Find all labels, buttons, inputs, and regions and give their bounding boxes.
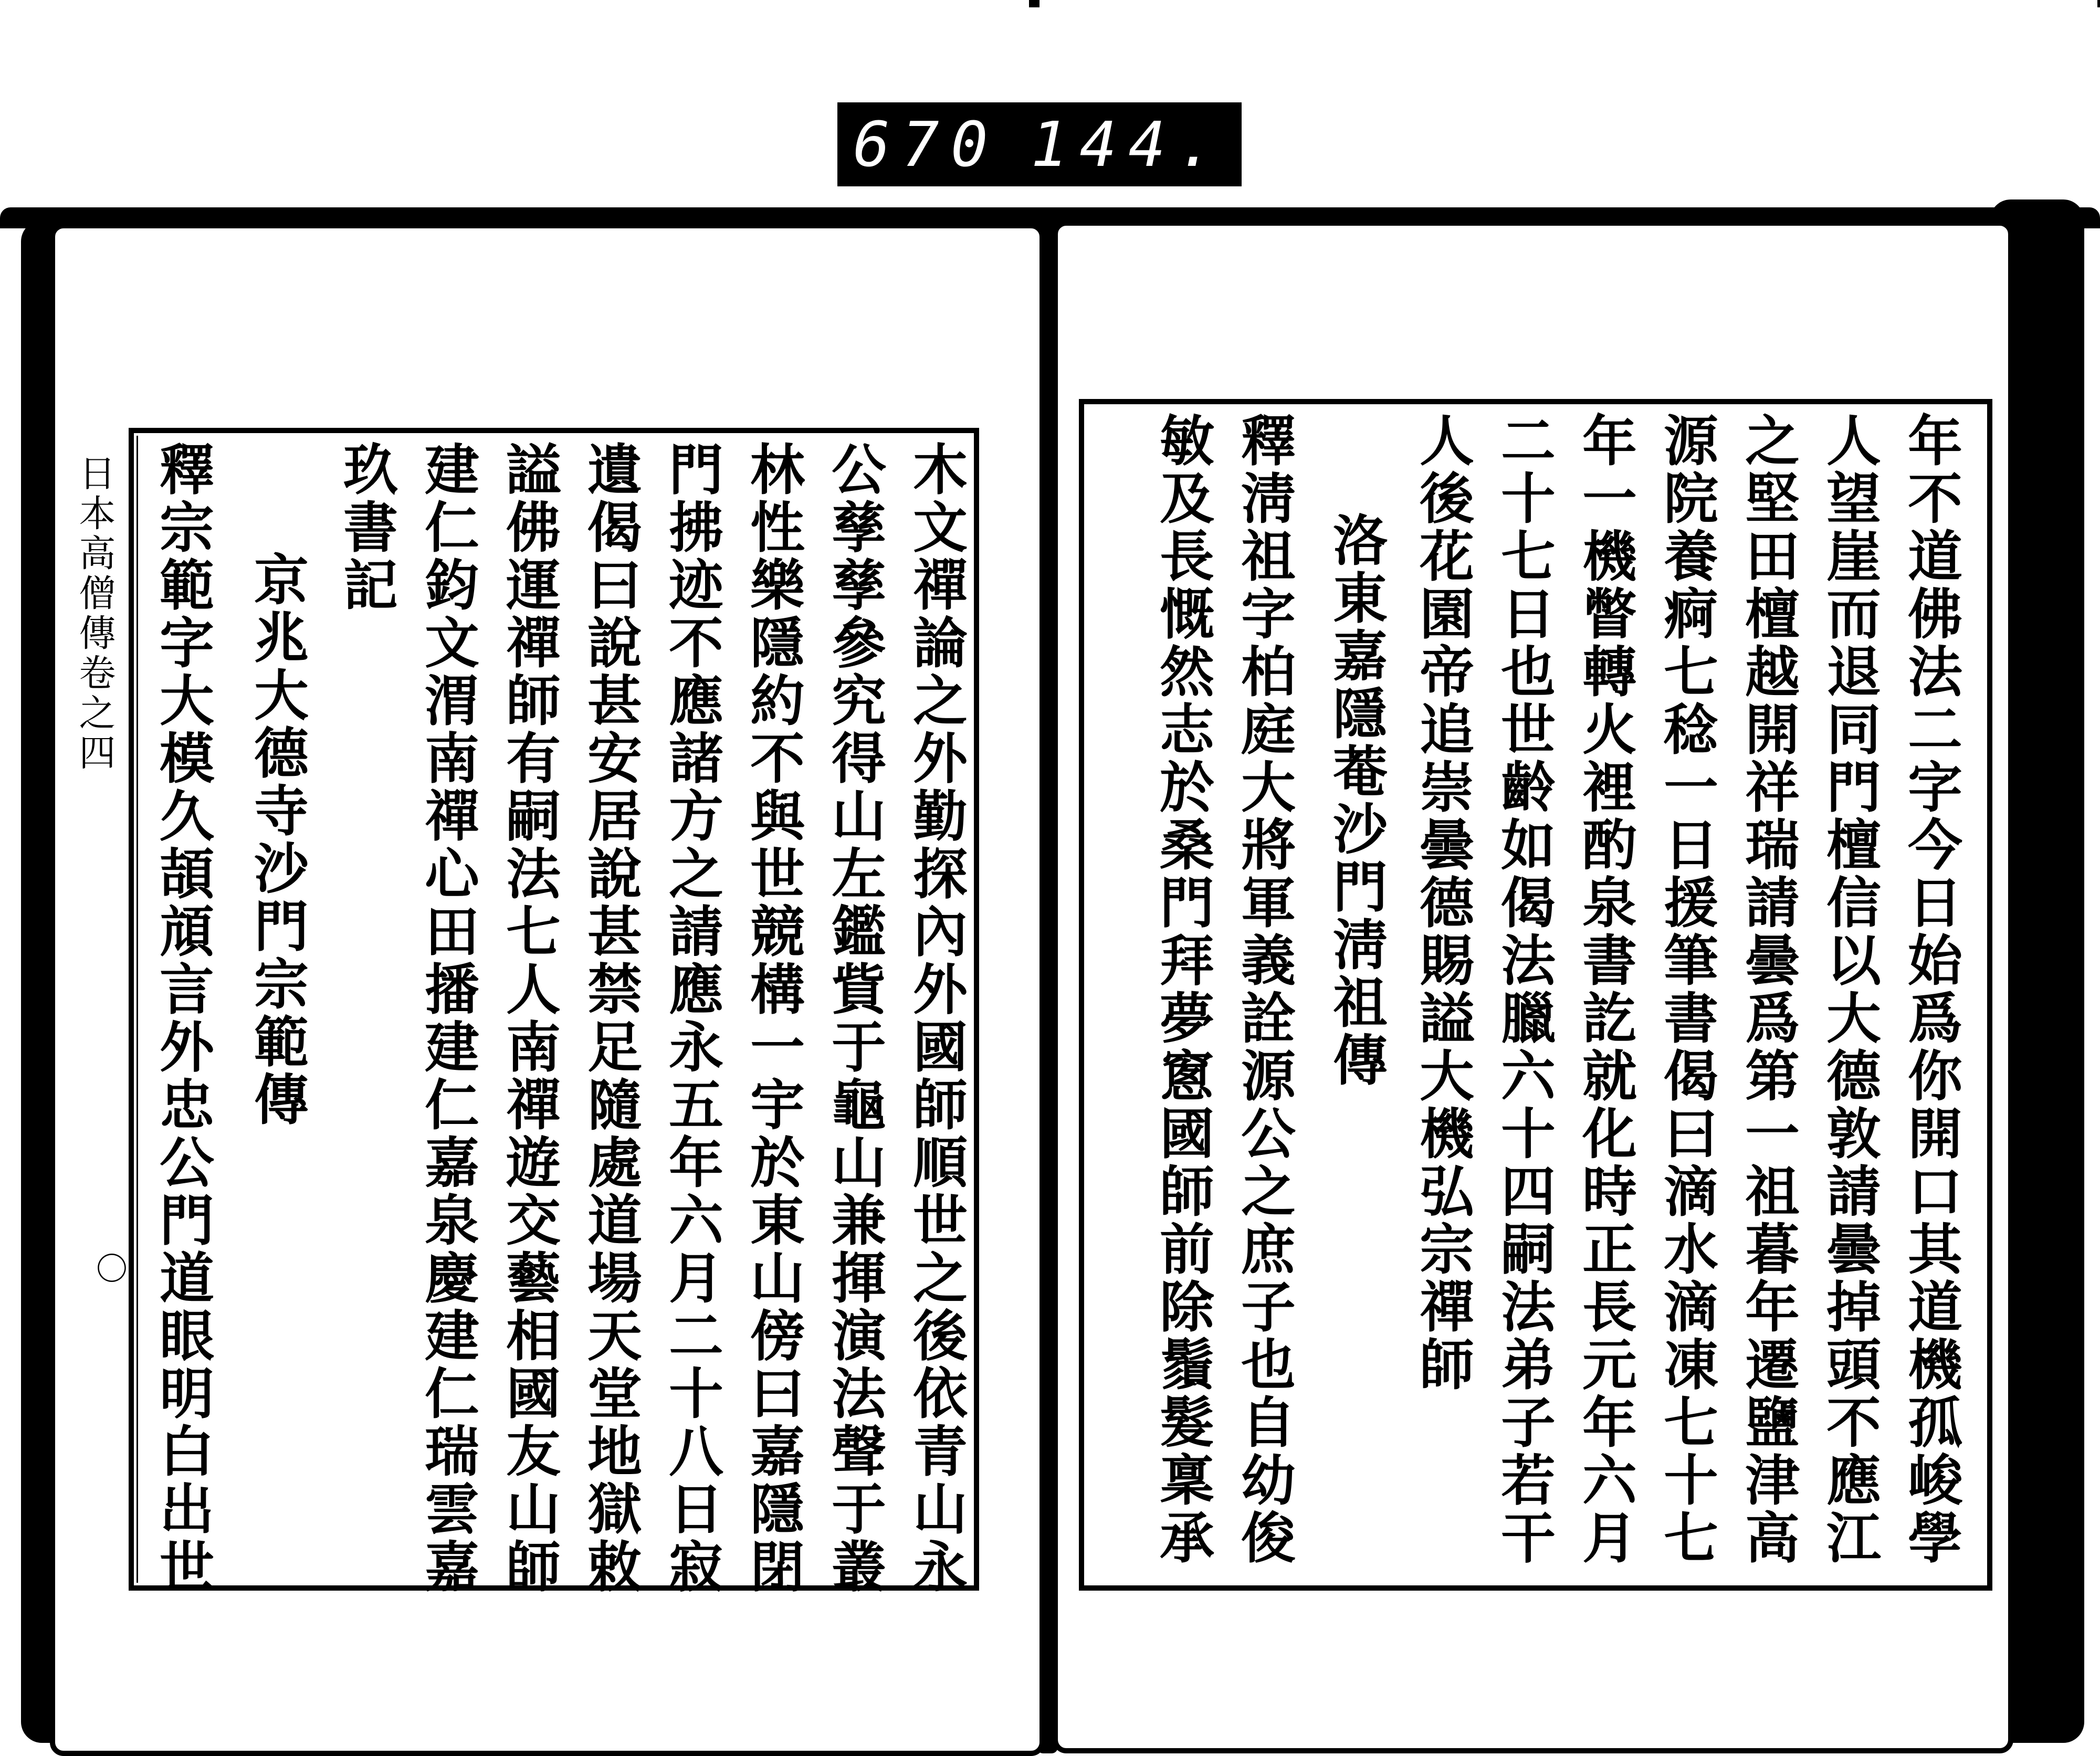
- right-heading: 洛東嘉隱菴沙門淸祖傳: [1324, 512, 1388, 1089]
- left-column-4: 門拂迹不應諸方之請應永五年六月二十八日寂: [659, 441, 724, 1596]
- archive-number-left: 670: [853, 108, 1000, 181]
- right-column-2: 人望崖而退同門檀信以大德敦請曇掉頭不應江: [1817, 412, 1882, 1567]
- left-column-8: 玖書記: [334, 441, 398, 614]
- left-page: [50, 223, 1045, 1756]
- right-column-3: 之堅田檀越開祥瑞請曇爲第一祖暮年遷鹽津高: [1736, 412, 1800, 1567]
- left-column-3: 林性樂隱約不與世競構一宇於東山傍曰嘉隱閉: [741, 441, 805, 1596]
- left-column-2: 公孳孳參究得山左鑑貲于龜山兼揮演法聲于叢: [822, 441, 887, 1596]
- left-folio-mark: 〇: [91, 1252, 128, 1284]
- right-column-6: 二十七日也世齡如偈法臘六十四嗣法弟子若干: [1492, 412, 1556, 1567]
- left-column-5: 遺偈曰說甚安居說甚禁足隨處道場天堂地獄敕: [578, 441, 643, 1596]
- left-page-inner-rule: [136, 436, 138, 1583]
- right-column-4: 源院養痾七稔一日援筆書偈曰滴水滴凍七十七: [1654, 412, 1719, 1567]
- archive-number-right: 144.: [1031, 108, 1226, 181]
- right-page: [1053, 220, 2013, 1753]
- archive-number-label: [837, 102, 1242, 186]
- right-column-7: 人後花園帝追崇曇德賜謚大機弘宗禪師: [1410, 412, 1475, 1394]
- right-column-9: 釋淸祖字柏庭大將軍義詮源公之庶子也自幼俊: [1232, 412, 1296, 1567]
- left-heading: 京兆大德寺沙門宗範傳: [245, 551, 309, 1129]
- left-column-6: 謚佛運禪師有嗣法七人南禪遊交藝相國友山師: [497, 441, 561, 1596]
- left-column-7: 建仁鈞文渭南禪心田播建仁嘉泉慶建仁瑞雲嘉: [415, 441, 480, 1596]
- left-margin-title: 日本高僧傳卷之四: [73, 454, 116, 773]
- right-column-10: 敏及長慨然志於桑門拜夢窻國師前除鬚髮稟承: [1150, 412, 1215, 1567]
- left-column-10: 釋宗範字大模久頡頏言外忠公門道眼明白出世: [150, 441, 215, 1596]
- left-column-1: 木文禪論之外勤探內外國師順世之後依青山永: [904, 441, 968, 1596]
- right-column-5: 年一機瞥轉火裡酌泉書訖就化時正長元年六月: [1573, 412, 1637, 1567]
- right-column-1: 年不道佛法二字今日始爲你開口其道機孤峻學: [1898, 412, 1963, 1567]
